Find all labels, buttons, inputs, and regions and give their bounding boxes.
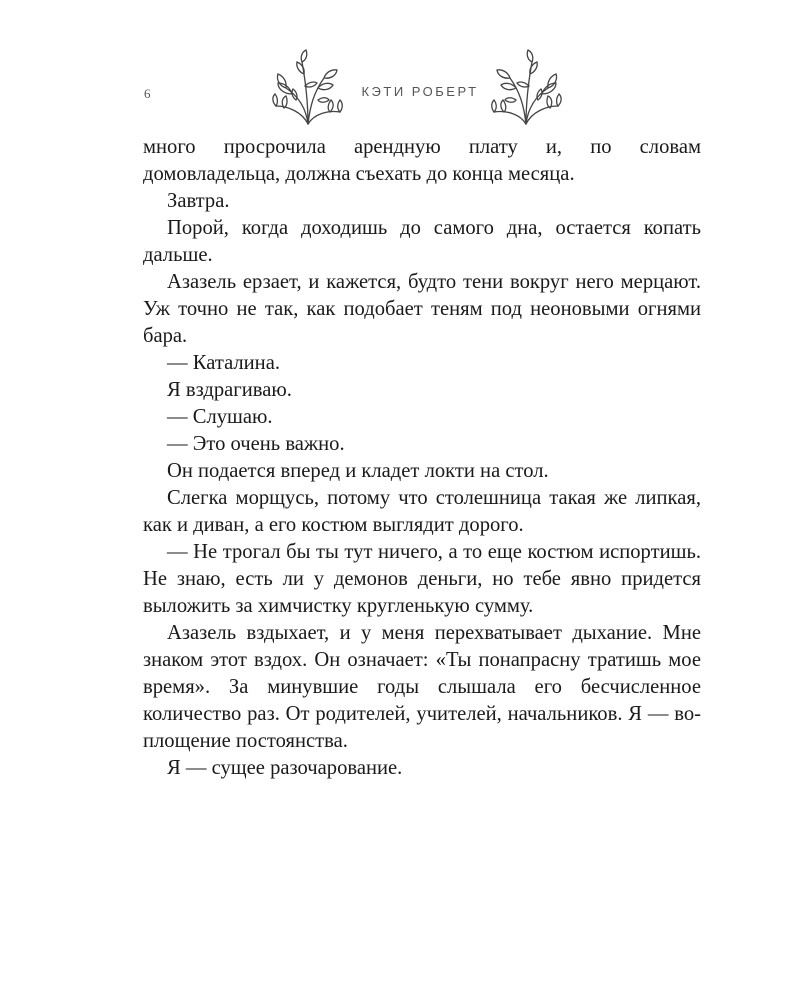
running-title: КЭТИ РОБЕРТ — [361, 84, 479, 99]
body-text — [143, 134, 701, 782]
dialogue-line: — Это очень важно. — [167, 433, 345, 455]
paragraph: Порой, когда доходишь до самого дна, остается копать дальше. — [143, 217, 701, 266]
page-number: 6 — [144, 86, 151, 101]
paragraph: Завтра. — [167, 190, 230, 212]
paragraph: Азазель ерзает, и кажется, будто тени вокруг него мерцают. Уж точно не так, как подобает теням под неоновыми огнями бара. — [143, 271, 701, 347]
dialogue-line: — Не трогал бы ты тут ничего, а то еще костюм испортишь. Не знаю, есть ли у демонов деньги, но тебе явно придется выложить за химчистку кругленькую сумму. — [143, 541, 701, 617]
paragraph: Азазель вздыхает, и у меня перехватывает дыхание. Мне знаком этот вздох. Он означает: «Ты понапрасну тратишь мое время». За минувшие годы слышала его бесчисленное количество раз. От родителей, учителей, начальников. Я — воплощение постоянства. — [143, 622, 701, 752]
running-head — [140, 48, 700, 128]
paragraph: много просрочила арендную плату и, по словам домовладельца, должна съехать до конца месяца. — [143, 136, 701, 185]
dialogue-line: — Каталина. — [167, 352, 280, 374]
paragraph: Слегка морщусь, потому что столешница такая же липкая, как и диван, а его костюм выглядит дорого. — [143, 487, 701, 536]
paragraph: Я вздрагиваю. — [167, 379, 292, 401]
floral-ornament-icon — [486, 48, 566, 128]
dialogue-line: — Слушаю. — [167, 406, 273, 428]
paragraph: Я — сущее разочарование. — [167, 757, 403, 779]
paragraph: Он подается вперед и кладет локти на стол. — [167, 460, 549, 482]
